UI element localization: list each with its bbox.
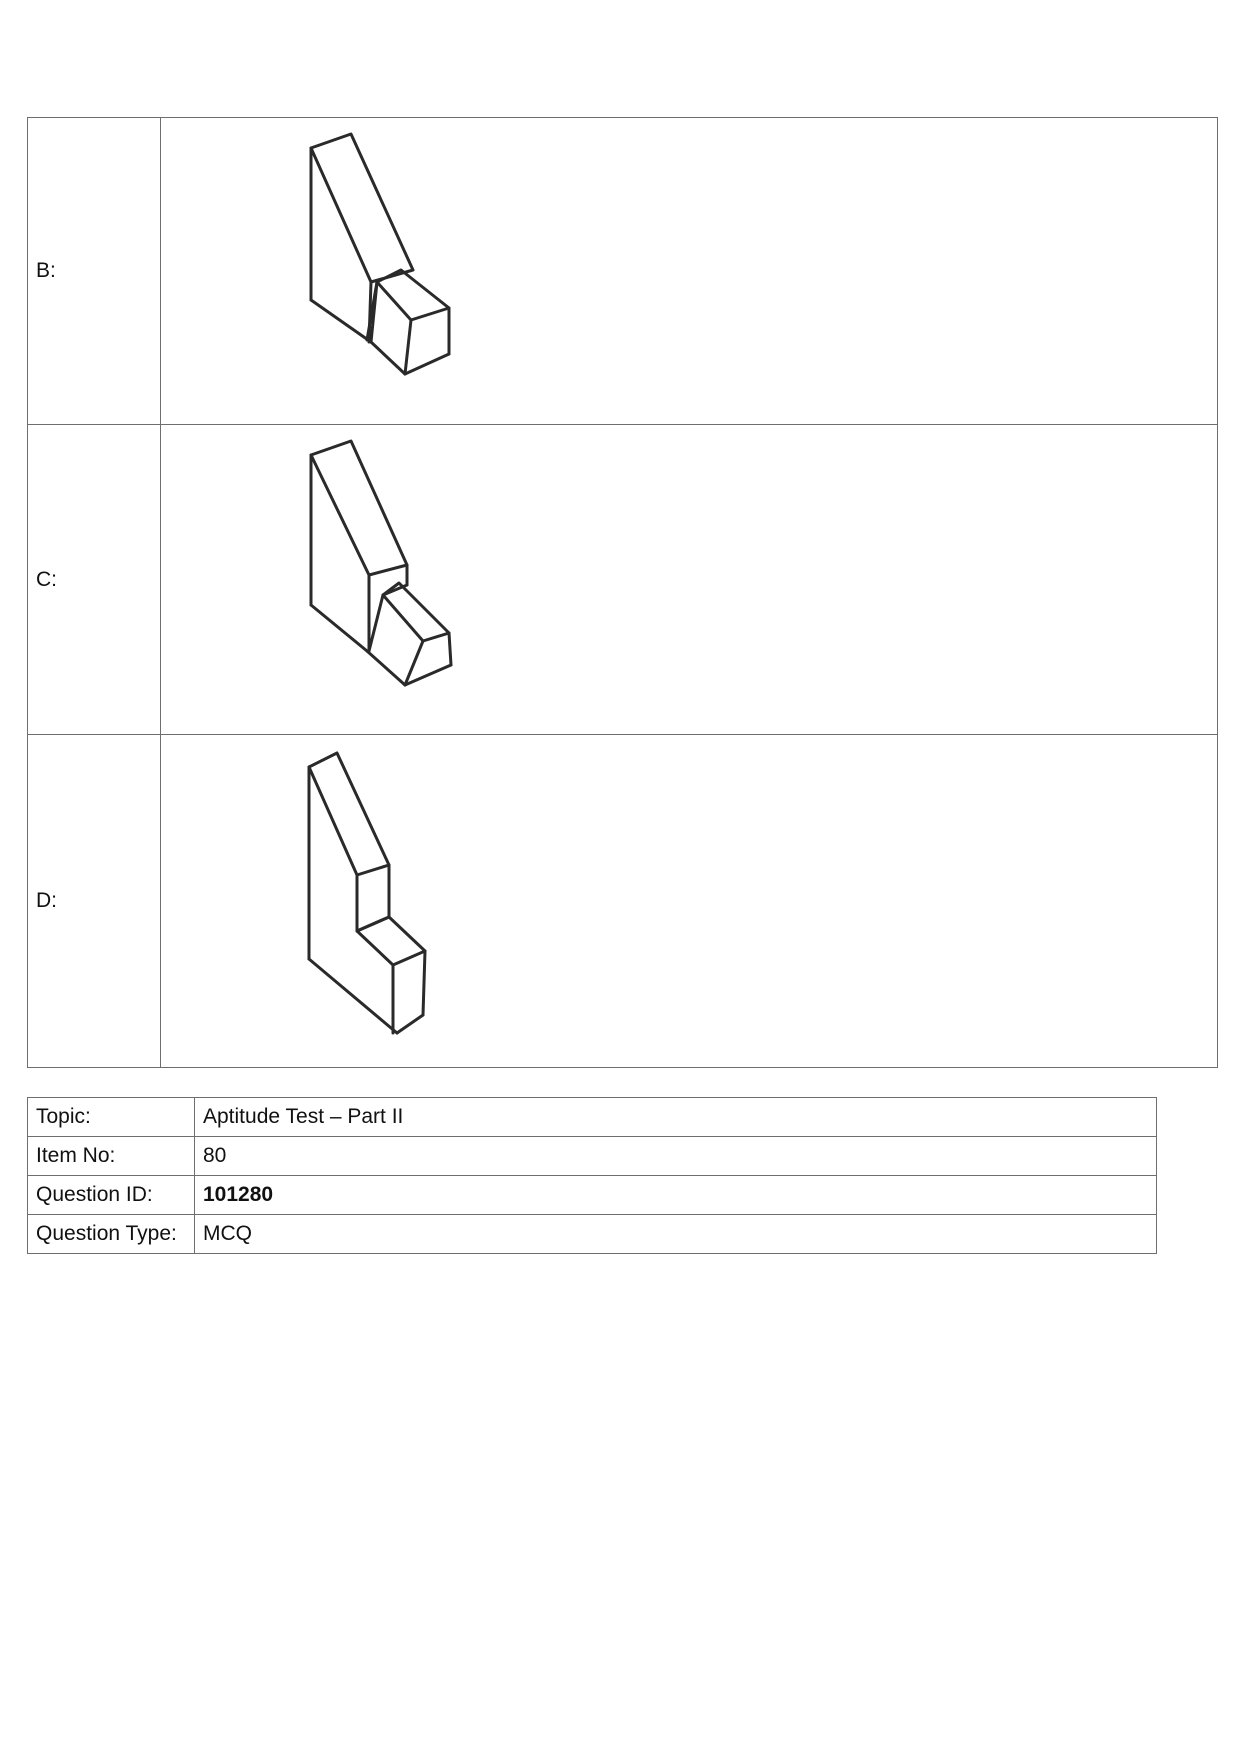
meta-qtype-value: MCQ: [195, 1215, 1157, 1254]
figure-edge: [311, 134, 413, 282]
figure-edge: [311, 605, 367, 651]
figure-edge: [371, 342, 405, 374]
figure-edge: [405, 320, 411, 374]
figure-edge: [369, 595, 383, 651]
figure-edge: [357, 917, 425, 965]
meta-qid-value: 101280: [195, 1176, 1157, 1215]
meta-qtype-label: Question Type:: [28, 1215, 195, 1254]
options-table: [27, 117, 1218, 1068]
figure-edge: [405, 354, 449, 374]
meta-topic-label: Topic:: [28, 1098, 195, 1137]
meta-item-value: 80: [195, 1137, 1157, 1176]
option-label-b: B:: [28, 118, 161, 425]
option-row-d: [28, 735, 1218, 1068]
figure-edge: [397, 1015, 423, 1033]
meta-item-label: Item No:: [28, 1137, 195, 1176]
figure-edge: [377, 270, 449, 320]
figure-edge: [423, 951, 425, 1015]
isometric-block-option-b-figure: [161, 118, 481, 438]
figure-edge: [311, 300, 371, 342]
meta-row-topic: [28, 1098, 1157, 1137]
option-row-c: [28, 425, 1218, 735]
option-label-d: D:: [28, 735, 161, 1068]
meta-qid-label: Question ID:: [28, 1176, 195, 1215]
meta-row-qtype: [28, 1215, 1157, 1254]
figure-edge: [309, 959, 397, 1033]
meta-topic-value: Aptitude Test – Part II: [195, 1098, 1157, 1137]
option-figure-cell-d: [161, 735, 1218, 1068]
option-label-c: C:: [28, 425, 161, 735]
figure-edge: [449, 633, 451, 665]
figure-edge: [311, 441, 407, 575]
isometric-block-option-c-figure: [161, 425, 481, 745]
option-figure-cell-b: [161, 118, 1218, 425]
option-figure-cell-c: [161, 425, 1218, 735]
option-row-b: [28, 118, 1218, 425]
question-meta-table: [27, 1097, 1157, 1254]
figure-edge: [309, 753, 389, 875]
isometric-block-option-d-figure: [161, 735, 481, 1055]
meta-row-qid: [28, 1176, 1157, 1215]
meta-row-item: [28, 1137, 1157, 1176]
figure-edge: [367, 651, 405, 685]
